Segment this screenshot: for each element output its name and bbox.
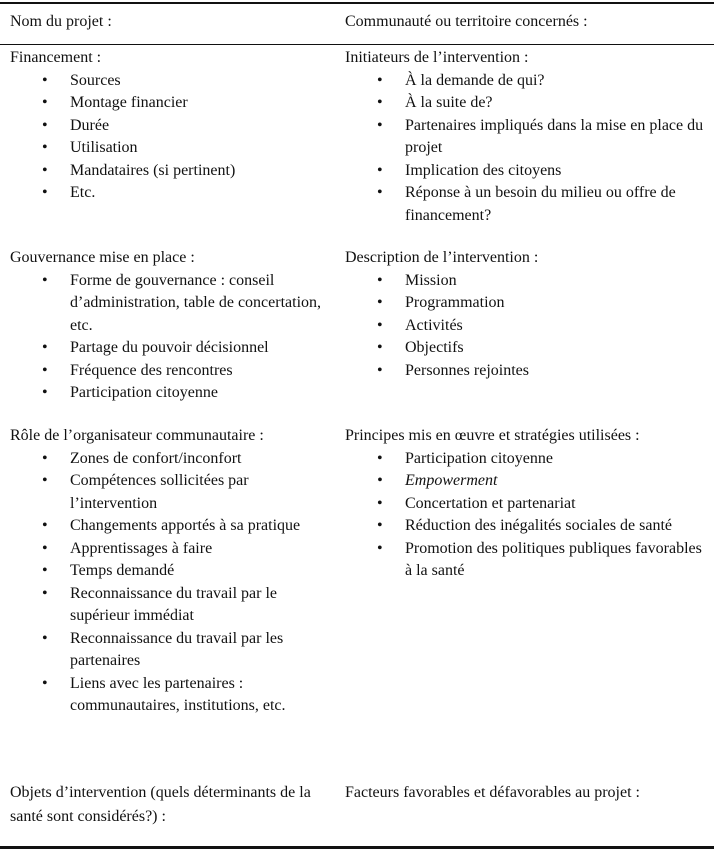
header-community-territory: Communauté ou territoire concernés : <box>345 13 588 30</box>
list-item: • Participation citoyenne <box>10 382 328 405</box>
cell-intervention-description <box>345 247 705 382</box>
list-item: • Utilisation <box>10 137 328 160</box>
cell-title: Gouvernance mise en place : <box>10 249 195 266</box>
cell-title: Financement : <box>10 49 102 66</box>
list-item: • Etc. <box>10 182 328 205</box>
cell-title: Description de l’intervention : <box>345 249 539 266</box>
list-item: • Programmation <box>345 292 705 315</box>
list-item: • Empowerment <box>345 470 705 493</box>
list-item: • Activités <box>345 315 705 338</box>
list-item: • Mandataires (si pertinent) <box>10 160 328 183</box>
list-item: • Compétences sollicitées par l’intervention <box>10 470 328 515</box>
list-item: • Partenaires impliqués dans la mise en place du projet <box>345 115 705 160</box>
list-item: • Montage financier <box>10 92 328 115</box>
list-item: • Changements apportés à sa pratique <box>10 515 328 538</box>
list-item: • Réponse à un besoin du milieu ou offre de financement? <box>345 182 705 227</box>
bullet-list <box>10 448 328 718</box>
bullet-list <box>345 448 705 583</box>
list-item: • Sources <box>10 70 328 93</box>
list-item: • Partage du pouvoir décisionnel <box>10 337 328 360</box>
list-item: • Mission <box>345 270 705 293</box>
cell-organizer-role <box>10 425 328 718</box>
list-item: • Promotion des politiques publiques favorables à la santé <box>345 538 705 583</box>
bullet-list <box>345 270 705 383</box>
list-item: • Forme de gouvernance : conseil d’administration, table de concertation, etc. <box>10 270 328 338</box>
list-item: • Temps demandé <box>10 560 328 583</box>
list-item: • Réduction des inégalités sociales de santé <box>345 515 705 538</box>
table-bottom-rule <box>0 846 714 849</box>
list-item: • Reconnaissance du travail par les partenaires <box>10 628 328 673</box>
list-item: • À la suite de? <box>345 92 705 115</box>
bullet-list <box>10 270 328 405</box>
cell-title: Objets d’intervention (quels déterminants de la santé sont considérés?) : <box>10 784 311 825</box>
header-project-name: Nom du projet : <box>10 13 112 30</box>
table-top-rule <box>0 2 714 4</box>
list-item: • À la demande de qui? <box>345 70 705 93</box>
list-item: • Zones de confort/inconfort <box>10 448 328 471</box>
list-item: • Participation citoyenne <box>345 448 705 471</box>
bullet-list <box>10 70 328 205</box>
cell-initiators <box>345 47 705 227</box>
list-item: • Implication des citoyens <box>345 160 705 183</box>
list-item: • Objectifs <box>345 337 705 360</box>
cell-financing <box>10 47 328 205</box>
list-item: • Liens avec les partenaires : communautaires, institutions, etc. <box>10 673 328 718</box>
list-item: • Durée <box>10 115 328 138</box>
list-item: • Personnes rejointes <box>345 360 705 383</box>
cell-intervention-objects <box>10 781 328 829</box>
list-item: • Concertation et partenariat <box>345 493 705 516</box>
bullet-list <box>345 70 705 228</box>
cell-title: Principes mis en œuvre et stratégies utilisées : <box>345 427 640 444</box>
list-item: • Apprentissages à faire <box>10 538 328 561</box>
cell-title: Initiateurs de l’intervention : <box>345 49 529 66</box>
cell-title: Facteurs favorables et défavorables au projet : <box>345 784 640 801</box>
list-item: • Fréquence des rencontres <box>10 360 328 383</box>
cell-favorable-factors <box>345 781 705 805</box>
cell-principles-strategies <box>345 425 705 583</box>
cell-title: Rôle de l’organisateur communautaire : <box>10 427 264 444</box>
cell-governance <box>10 247 328 405</box>
list-item: • Reconnaissance du travail par le supérieur immédiat <box>10 583 328 628</box>
header-divider-rule <box>0 44 714 45</box>
